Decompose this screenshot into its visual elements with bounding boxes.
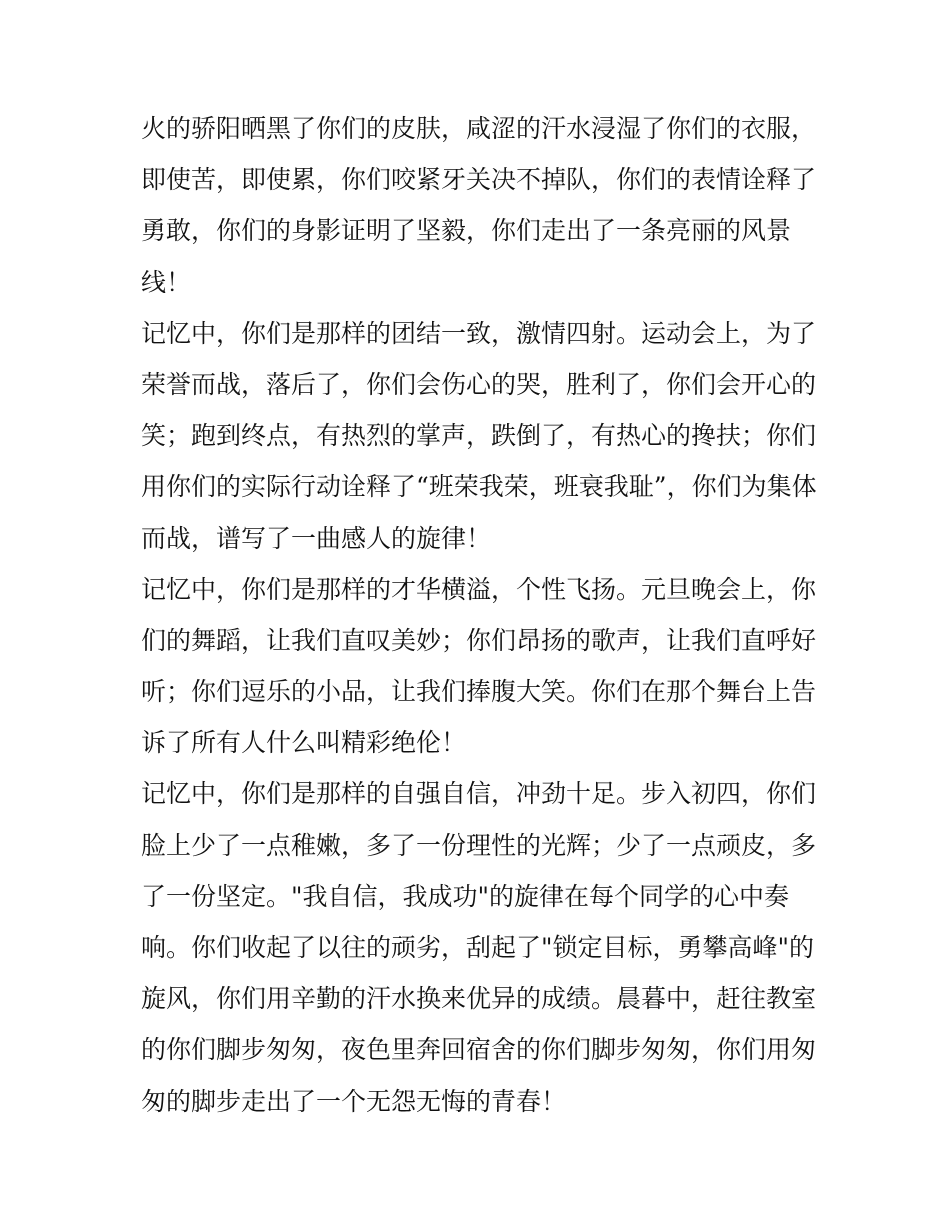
text-line: 诉了所有人什么叫精彩绝伦！ [141,728,467,758]
text-line: 们的舞蹈，让我们直叹美妙；你们昂扬的歌声，让我们直呼好 [141,625,817,655]
text-line: 用你们的实际行动诠释了“班荣我荣，班衰我耻”，你们为集体 [141,472,817,502]
text-line: 勇敢，你们的身影证明了坚毅，你们走出了一条亮丽的风景 [141,216,792,246]
text-line: 的你们脚步匆匆，夜色里奔回宿舍的你们脚步匆匆，你们用匆 [141,1035,817,1065]
text-line: 记忆中，你们是那样的团结一致，激情四射。运动会上，为了 [141,318,817,348]
text-line: 笑；跑到终点，有热烈的掌声，跌倒了，有热心的搀扶；你们 [141,421,817,451]
text-line: 记忆中，你们是那样的自强自信，冲劲十足。步入初四，你们 [141,779,817,809]
body-text [141,103,821,1127]
text-line: 记忆中，你们是那样的才华横溢，个性飞扬。元旦晚会上，你 [141,574,817,604]
text-line: 脸上少了一点稚嫩，多了一份理性的光辉；少了一点顽皮，多 [141,830,817,860]
text-line: 听；你们逗乐的小品，让我们捧腹大笑。你们在那个舞台上告 [141,677,817,707]
text-line: 了一份坚定。"我自信，我成功"的旋律在每个同学的心中奏 [141,881,790,911]
text-line: 荣誉而战，落后了，你们会伤心的哭，胜利了，你们会开心的 [141,369,817,399]
text-line: 匆的脚步走出了一个无怨无悔的青春！ [141,1086,567,1116]
text-line: 线！ [141,267,192,297]
text-line: 火的骄阳晒黑了你们的皮肤，咸涩的汗水浸湿了你们的衣服， [141,114,817,143]
text-line: 而战，谱写了一曲感人的旋律！ [141,523,492,553]
text-line: 即使苦，即使累，你们咬紧牙关决不掉队，你们的表情诠释了 [141,165,817,195]
text-line: 响。你们收起了以往的顽劣，刮起了"锁定目标，勇攀高峰"的 [141,933,815,962]
text-line: 旋风，你们用辛勤的汗水换来优异的成绩。晨暮中，赶往教室 [141,984,817,1014]
